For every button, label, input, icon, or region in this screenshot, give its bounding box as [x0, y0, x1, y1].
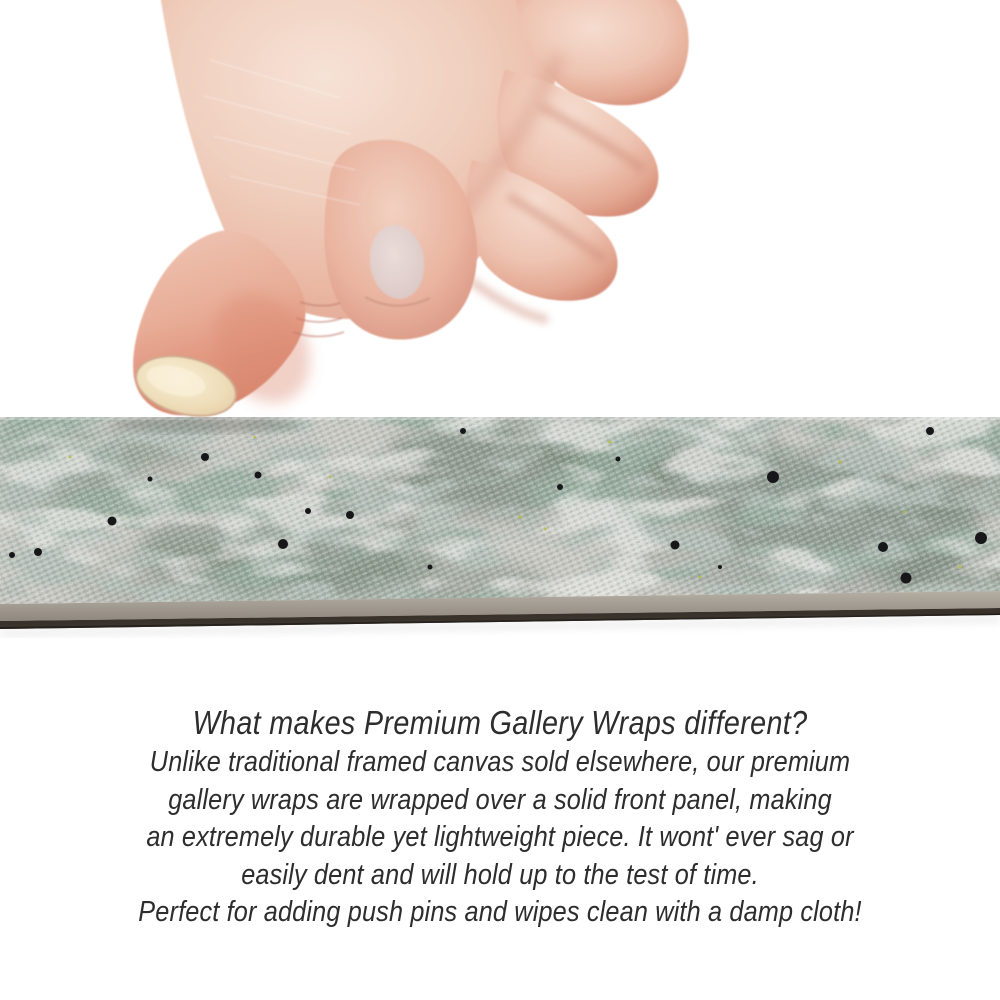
- caption-line-3: an extremely durable yet lightweight piece. It wont' ever sag or: [146, 821, 854, 854]
- caption-line-5: Perfect for adding push pins and wipes clean with a damp cloth!: [138, 896, 862, 929]
- caption-line-4: easily dent and will hold up to the test of time.: [241, 858, 759, 891]
- caption-line-2: gallery wraps are wrapped over a solid front panel, making: [168, 783, 832, 816]
- hand-photo: [0, 0, 1000, 432]
- caption-heading: What makes Premium Gallery Wraps different?: [192, 704, 808, 741]
- caption-block: [0, 701, 1000, 932]
- caption-line-1: Unlike traditional framed canvas sold elsewhere, our premium: [149, 746, 851, 778]
- canvas-edge-photo: [0, 417, 1000, 639]
- canvas-texture: [0, 417, 1000, 622]
